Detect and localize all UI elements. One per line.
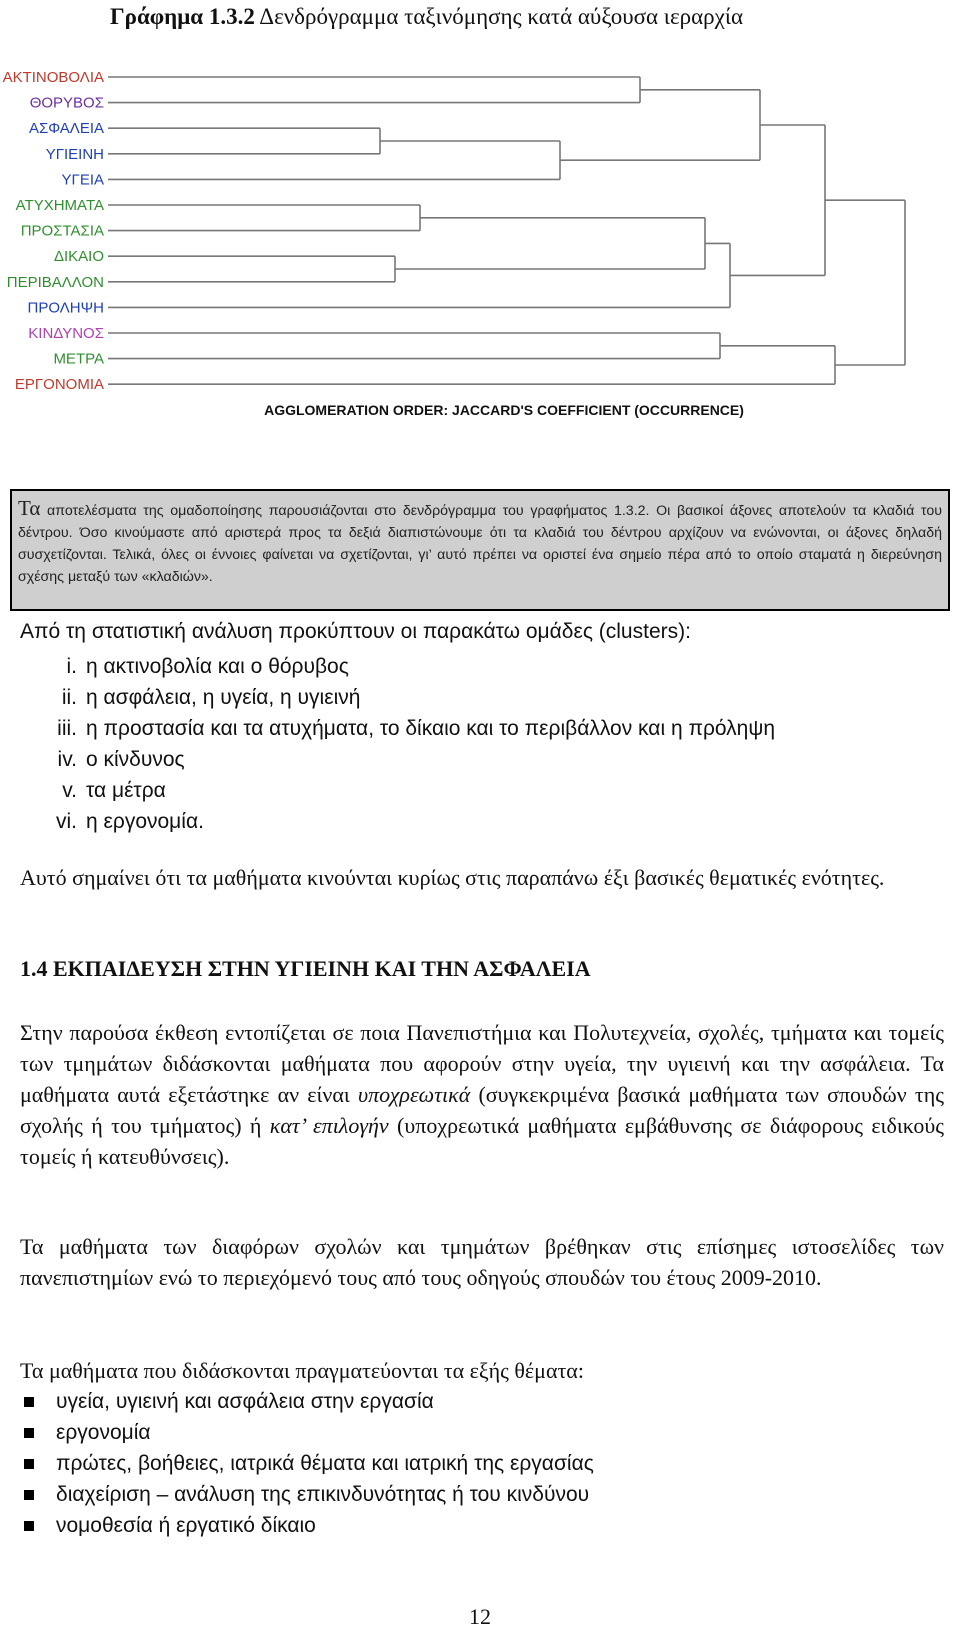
dendrogram-leaf-label: ΜΕΤΡΑ — [53, 350, 104, 368]
section-paragraph-2: Τα μαθήματα των διαφόρων σχολών και τμημάτων βρέθηκαν στις επίσημες ιστοσελίδες των πανεπιστημίων ενώ το περιεχόμενό τους από τους οδηγούς σπουδών του έτους 2009-2010. — [20, 1234, 944, 1290]
summary-paragraph: Αυτό σημαίνει ότι τα μαθήματα κινούνται κυρίως στις παραπάνω έξι βασικές θεματικές ενότητες. — [20, 865, 885, 890]
section-paragraph-3: Τα μαθήματα που διδάσκονται πραγματεύονται τα εξής θέματα: — [20, 1358, 584, 1383]
square-bullet-icon — [24, 1459, 34, 1469]
page-number: 12 — [469, 1604, 491, 1629]
cluster-item-text: ο κίνδυνος — [86, 748, 185, 771]
cluster-item-text: η προστασία και τα ατυχήματα, το δίκαιο και το περιβάλλον και η πρόληψη — [86, 717, 776, 740]
topic-item-text: διαχείριση – ανάλυση της επικινδυνότητας ή του κινδύνου — [56, 1483, 590, 1506]
cluster-item — [20, 806, 940, 837]
cluster-item — [20, 744, 940, 775]
dendrogram-chart — [0, 55, 960, 450]
cluster-item-number: v. — [62, 779, 77, 802]
topic-item — [20, 1448, 594, 1479]
dendrogram-leaf-label: ΑΣΦΑΛΕΙΑ — [28, 120, 104, 138]
dendrogram-leaf-label: ΠΕΡΙΒΑΛΛΟΝ — [6, 273, 104, 291]
cluster-item-number: iii. — [57, 717, 77, 740]
square-bullet-icon — [24, 1428, 34, 1438]
square-bullet-icon — [24, 1521, 34, 1531]
topics-list — [20, 1386, 594, 1541]
cluster-item-text: η ασφάλεια, η υγεία, η υγιεινή — [86, 686, 361, 709]
cluster-item-text: η εργονομία. — [86, 810, 204, 833]
cluster-item — [20, 713, 940, 744]
topic-item — [20, 1479, 594, 1510]
dendrogram-leaf-label: ΚΙΝΔΥΝΟΣ — [28, 325, 104, 342]
cluster-item — [20, 682, 940, 713]
figure-caption — [110, 4, 743, 30]
dendrogram-note-box — [10, 489, 950, 611]
cluster-item-number: i. — [66, 655, 77, 678]
cluster-item-number: iv. — [57, 748, 77, 771]
dendrogram-leaf-label: ΑΚΤΙΝΟΒΟΛΙΑ — [2, 69, 104, 86]
dendrogram-leaf-label: ΠΡΟΛΗΨΗ — [27, 299, 104, 317]
square-bullet-icon — [24, 1490, 34, 1500]
dendrogram-leaf-label: ΘΟΡΥΒΟΣ — [29, 94, 104, 112]
topic-item-text: πρώτες, βοήθειες, ιατρικά θέματα και ιατρική της εργασίας — [56, 1452, 594, 1475]
dendrogram-leaf-label: ΑΤΥΧΗΜΑΤΑ — [15, 197, 104, 214]
p1-emphasis-elective: κατ’ επιλογήν — [269, 1113, 389, 1138]
section-heading: 1.4 ΕΚΠΑΙΔΕΥΣΗ ΣΤΗΝ ΥΓΙΕΙΝΗ ΚΑΙ ΤΗΝ ΑΣΦΑΛΕΙΑ — [20, 956, 591, 981]
topic-item-text: εργονομία — [56, 1421, 151, 1444]
p1-part-a: Στην παρούσα έκθεση εντοπίζεται σε ποια Πανεπιστήμια και Πολυτεχνεία, σχολές, τμήματα και τομείς των τμημάτων διδάσκονται μαθήματα που αφορούν στην υγεία, την υγιεινή και την ασφάλεια. Τα μαθήματα αυτά εξετάστηκε αν είναι — [20, 1020, 944, 1107]
topic-item — [20, 1510, 594, 1541]
topic-item-text: υγεία, υγιεινή και ασφάλεια στην εργασία — [56, 1390, 434, 1413]
cluster-item-number: vi. — [56, 810, 77, 833]
clusters-intro: Από τη στατιστική ανάλυση προκύπτουν οι παρακάτω ομάδες (clusters): — [20, 620, 691, 643]
cluster-item-number: ii. — [61, 686, 77, 709]
p1-emphasis-mandatory: υποχρεωτικά — [358, 1082, 471, 1107]
dendrogram-leaf-label: ΠΡΟΣΤΑΣΙΑ — [20, 222, 104, 240]
dendrogram-leaf-label: ΔΙΚΑΙΟ — [53, 248, 104, 266]
clusters-list — [20, 651, 940, 837]
note-text: αποτελέσματα της ομαδοποίησης παρουσιάζονται στο δενδρόγραμμα του γραφήματος 1.3.2. Οι βασικοί άξονες αποτελούν τα κλαδιά του δέντρου. Όσο κινούμαστε από αριστερά προς τα δεξιά διαπιστώνουμε ότι τα κλαδιά του δέντρου αρχίζουν να ενώνονται, οι άξονες δηλαδή συσχετίζονται. Τελικά, όλες οι έννοιες φαίνεται να σχετίζονται, γι’ αυτό πρέπει να οριστεί ένα σημείο πέρα από το οποίο σταματά η διερεύνηση σχέσης μεταξύ των «κλαδιών». — [18, 503, 942, 585]
p1-part-c: (υποχρεωτικά μαθήματα εμβάθυνσης σε διάφορους ειδικούς τομείς ή κατευθύνσεις). — [20, 1113, 944, 1169]
dendrogram-leaf-label: ΥΓΕΙΑ — [61, 171, 104, 189]
section-paragraph-1 — [20, 1017, 944, 1172]
cluster-item-text: η ακτινοβολία και ο θόρυβος — [86, 655, 349, 678]
dendrogram-leaf-label: ΕΡΓΟΝΟΜΙΑ — [14, 376, 104, 394]
topic-item — [20, 1417, 594, 1448]
figure-caption-title: Δενδρόγραμμα ταξινόμησης κατά αύξουσα ιεραρχία — [254, 4, 744, 29]
dendrogram-leaf-label: ΥΓΙΕΙΝΗ — [45, 145, 104, 163]
dendrogram-axis-label: AGGLOMERATION ORDER: JACCARD'S COEFFICIENT (OCCURRENCE) — [264, 402, 744, 418]
cluster-item-text: τα μέτρα — [86, 779, 166, 802]
note-first-word: Τα — [18, 496, 41, 520]
figure-caption-label: Γράφημα 1.3.2 — [110, 4, 255, 29]
topic-item-text: νομοθεσία ή εργατικό δίκαιο — [56, 1514, 316, 1537]
p1-part-b: (συγκεκριμένα βασικά μαθήματα των σπουδών της σχολής ή του τμήματος) ή — [20, 1082, 944, 1138]
cluster-item — [20, 775, 940, 806]
square-bullet-icon — [24, 1397, 34, 1407]
topic-item — [20, 1386, 594, 1417]
cluster-item — [20, 651, 940, 682]
